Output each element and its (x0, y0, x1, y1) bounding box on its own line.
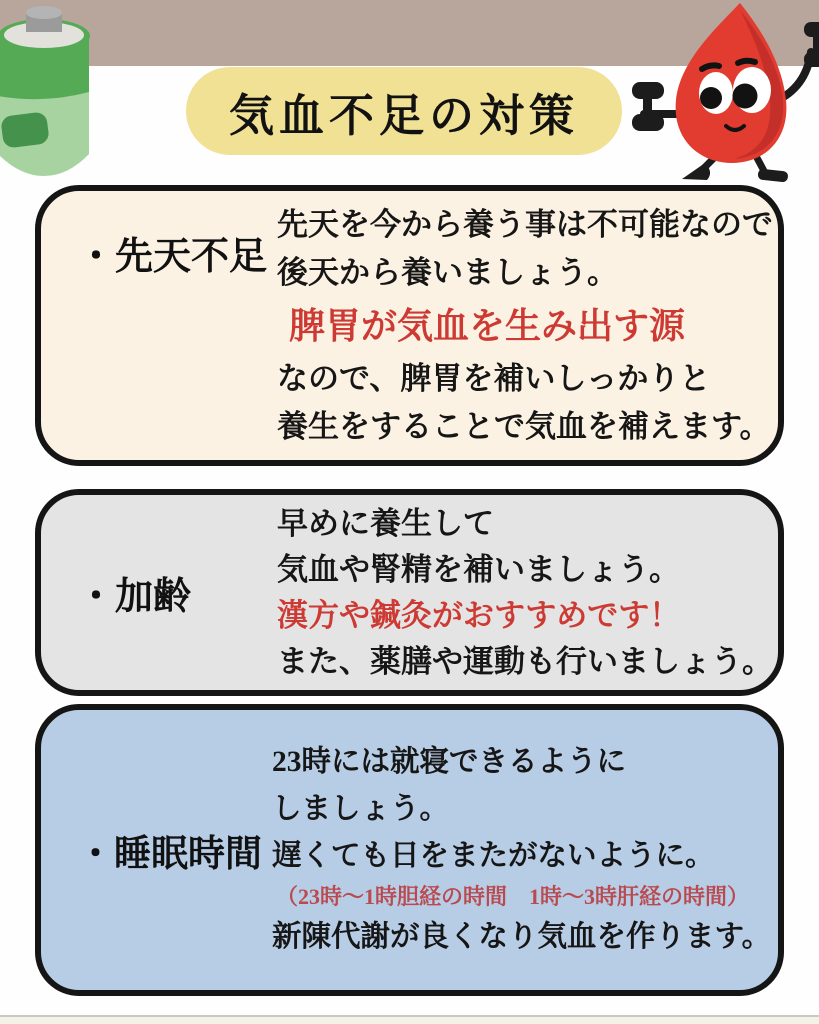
text-line: 先天を今から養う事は不可能なので (277, 207, 773, 242)
text-line: 23時には就寝できるように (272, 746, 627, 778)
section-aging (35, 489, 784, 696)
emphasis-line: 脾胃が気血を生み出す源 (289, 306, 686, 346)
text-line: 気血や腎精を補いましょう。 (277, 551, 680, 587)
right-eyebrow (738, 61, 755, 63)
text-line: 早めに養生して (277, 505, 494, 541)
section-body (277, 501, 774, 685)
blood-drop-character-icon (614, 0, 819, 184)
bottom-band (0, 1015, 819, 1024)
section-label: ・睡眠時間 (77, 834, 262, 875)
battery-icon (0, 4, 92, 180)
dumbbell-icon (804, 22, 819, 67)
text-line: 遅くても日をまたがないように。 (272, 840, 715, 872)
text-line: 養生をすることで気血を補えます。 (277, 409, 771, 444)
left-eyebrow (702, 65, 719, 69)
section-congenital-deficiency (35, 185, 784, 466)
right-foot (757, 168, 788, 182)
section-label: ・先天不足 (77, 236, 268, 278)
text-line: また、薬膳や運動も行いましょう。 (277, 643, 773, 679)
title-badge (186, 67, 622, 155)
section-body (272, 739, 774, 961)
left-foot (682, 163, 710, 180)
emphasis-line: 漢方や鍼灸がおすすめです！ (277, 597, 681, 633)
text-line: しましょう。 (272, 793, 450, 825)
section-body (277, 201, 774, 451)
text-line: 新陳代謝が良くなり気血を作ります。 (272, 921, 772, 953)
text-line: なので、脾胃を補いしっかりと (277, 361, 711, 396)
section-sleep-time (35, 704, 784, 996)
right-leg (756, 156, 764, 171)
text-line: 後天から養いましょう。 (277, 255, 618, 290)
dumbbell-icon (632, 82, 664, 131)
page-title: 気血不足の対策 (228, 90, 579, 141)
section-label: ・加齢 (77, 576, 192, 618)
note-line: （23時～1時胆経の時間 1時～3時肝経の時間） (276, 884, 750, 909)
battery-patch (0, 111, 50, 148)
